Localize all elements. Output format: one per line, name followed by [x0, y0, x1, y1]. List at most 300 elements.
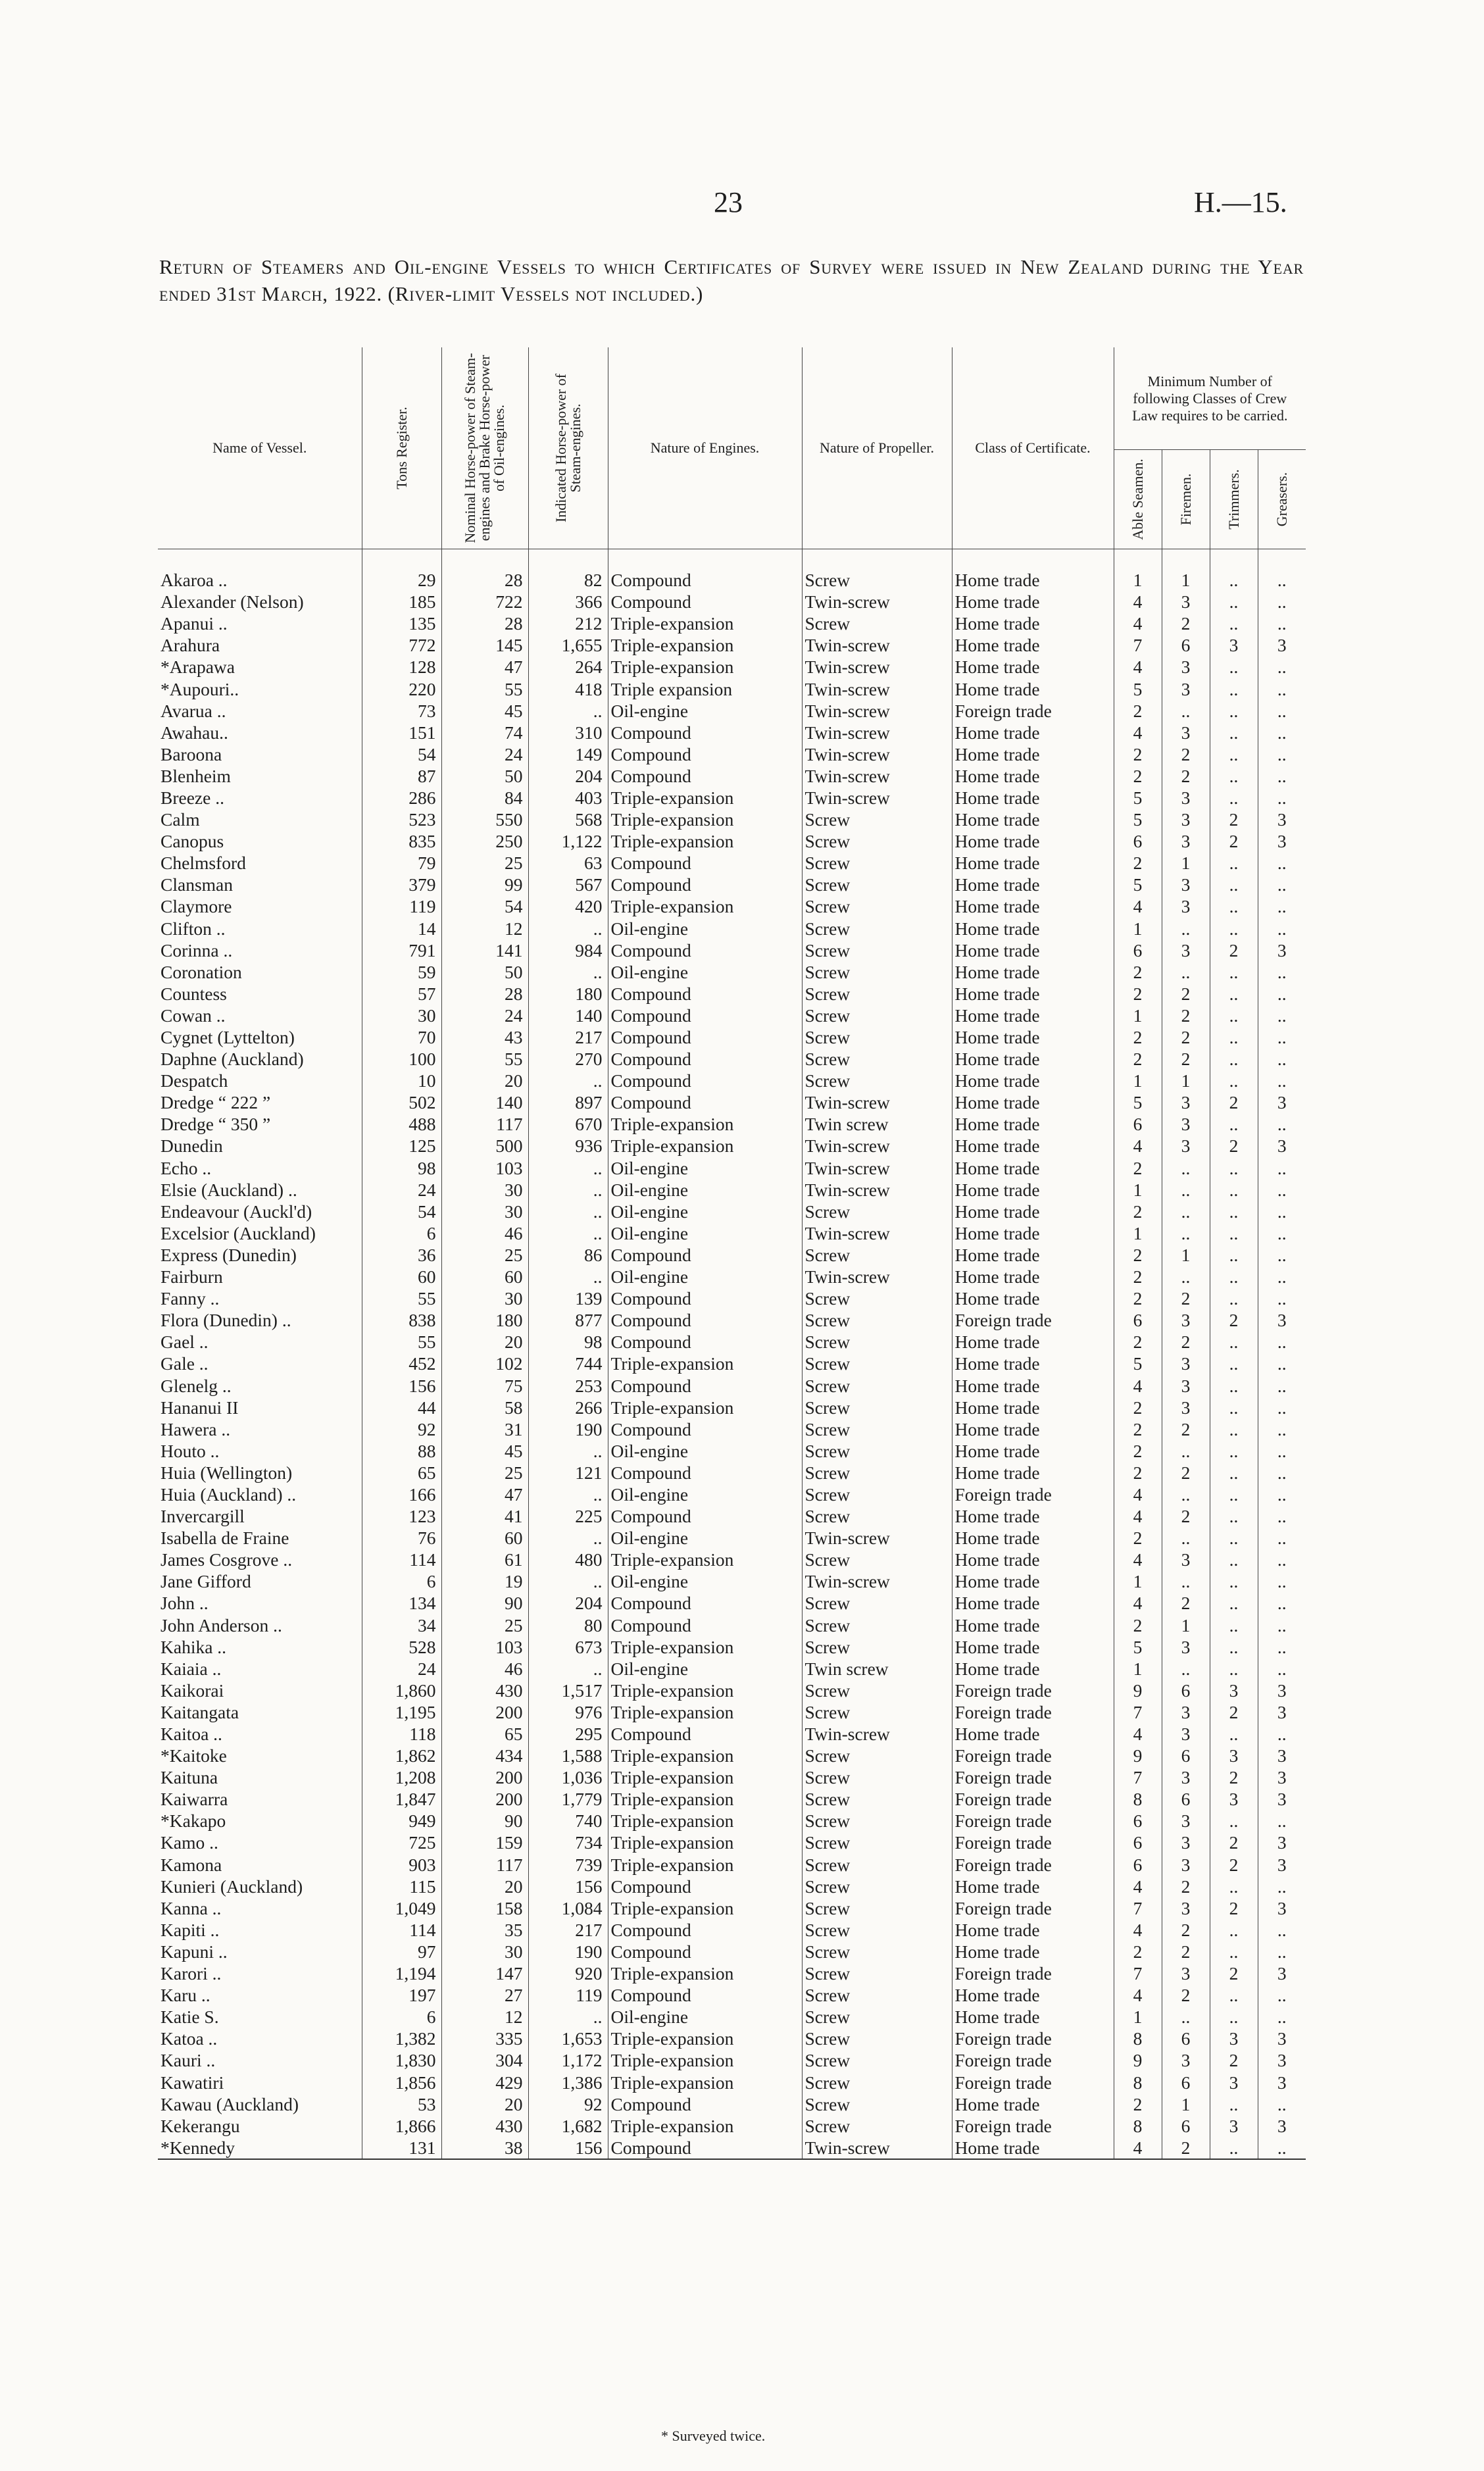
engine-type-cell	[608, 1636, 802, 1658]
tons-register: 97	[418, 1941, 436, 1962]
indicated-horsepower-cell	[528, 1941, 608, 1962]
engine-type-cell	[608, 961, 802, 983]
vessel-name-cell	[158, 634, 362, 656]
greasers: ..	[1277, 1876, 1287, 1897]
trimmers-cell	[1210, 1462, 1258, 1484]
able-seamen: 2	[1133, 1288, 1143, 1309]
trimmers: ..	[1229, 1876, 1239, 1897]
engine-type-cell	[608, 1440, 802, 1462]
indicated-horsepower: 190	[575, 1418, 603, 1439]
able-seamen: 6	[1133, 1832, 1143, 1853]
able-seamen-cell	[1114, 1592, 1162, 1614]
certificate-class-cell	[952, 1810, 1114, 1832]
propeller-type-cell	[802, 2137, 952, 2159]
table-row	[158, 2028, 1306, 2049]
certificate-class: Foreign trade	[954, 2028, 1052, 2049]
greasers-cell	[1258, 1549, 1306, 1570]
indicated-horsepower: 1,386	[561, 2072, 603, 2093]
vessel-name-cell	[158, 1484, 362, 1505]
trimmers-cell	[1210, 656, 1258, 678]
vessel-name-cell	[158, 1244, 362, 1266]
document-reference: H.—15.	[1194, 186, 1287, 218]
tons-register: 1,862	[395, 1745, 436, 1766]
vessel-name: Kapuni ..	[161, 1941, 228, 1962]
certificate-class-cell	[952, 830, 1114, 852]
indicated-horsepower: 266	[575, 1397, 603, 1418]
indicated-horsepower-cell	[528, 1636, 608, 1658]
propeller-type-cell	[802, 918, 952, 939]
propeller-type: Screw	[804, 1506, 851, 1527]
certificate-class: Home trade	[954, 1222, 1040, 1243]
tons-register: 55	[418, 1332, 436, 1353]
propeller-type-cell	[802, 1048, 952, 1070]
trimmers: ..	[1229, 918, 1239, 939]
engine-type: Compound	[610, 1005, 691, 1026]
table-row	[158, 1810, 1306, 1832]
trimmers: ..	[1229, 874, 1239, 895]
nominal-horsepower: 141	[495, 939, 523, 961]
propeller-type: Screw	[804, 853, 851, 874]
greasers: ..	[1277, 1332, 1287, 1353]
engine-type-cell	[608, 1331, 802, 1353]
vessel-name: Kaikorai	[161, 1680, 224, 1701]
nominal-horsepower-cell	[441, 569, 528, 591]
able-seamen-cell	[1114, 1026, 1162, 1048]
firemen: 2	[1181, 1288, 1191, 1309]
vessel-name: Alexander (Nelson)	[161, 591, 304, 612]
indicated-horsepower-cell	[528, 1048, 608, 1070]
vessel-name: Kapiti ..	[161, 1919, 220, 1940]
trimmers: ..	[1229, 1244, 1239, 1265]
firemen-cell	[1162, 1462, 1210, 1484]
vessel-name: Kaitangata	[161, 1701, 239, 1722]
firemen-cell	[1162, 700, 1210, 722]
nominal-horsepower: 147	[495, 1963, 523, 1984]
engine-type: Oil-engine	[610, 961, 689, 982]
able-seamen-cell	[1114, 2006, 1162, 2028]
firemen: 2	[1181, 1005, 1191, 1026]
certificate-class-cell	[952, 1309, 1114, 1331]
able-seamen-cell	[1114, 809, 1162, 830]
firemen: 3	[1181, 678, 1191, 699]
vessel-name: Calm	[161, 809, 200, 830]
trimmers-cell	[1210, 1941, 1258, 1962]
engine-type: Triple-expansion	[610, 1701, 734, 1722]
tons-register: 114	[409, 1549, 436, 1570]
propeller-type-cell	[802, 1440, 952, 1462]
firemen: 6	[1181, 2072, 1191, 2093]
indicated-horsepower-cell	[528, 2071, 608, 2093]
greasers-cell	[1258, 569, 1306, 591]
propeller-type-cell	[802, 1701, 952, 1723]
certificate-class: Home trade	[954, 983, 1040, 1004]
vessel-name: Kunieri (Auckland)	[161, 1876, 303, 1897]
tons-register-cell	[362, 2028, 441, 2049]
nominal-horsepower: 60	[505, 1528, 523, 1549]
firemen-cell	[1162, 809, 1210, 830]
nominal-horsepower-cell	[441, 809, 528, 830]
firemen: ..	[1181, 1201, 1191, 1222]
engine-type-cell	[608, 1614, 802, 1636]
trimmers-cell	[1210, 678, 1258, 699]
indicated-horsepower: 734	[575, 1832, 603, 1853]
tons-register-cell	[362, 700, 441, 722]
table-row	[158, 1091, 1306, 1113]
propeller-type: Screw	[804, 1789, 851, 1810]
certificate-class-cell	[952, 1484, 1114, 1505]
firemen: 3	[1181, 657, 1191, 678]
greasers-cell	[1258, 2006, 1306, 2028]
trimmers: 3	[1229, 2072, 1239, 2093]
propeller-type-cell	[802, 874, 952, 895]
trimmers: ..	[1229, 1919, 1239, 1940]
firemen-cell	[1162, 1179, 1210, 1201]
greasers-cell	[1258, 1418, 1306, 1440]
table-row	[158, 1658, 1306, 1680]
trimmers-cell	[1210, 809, 1258, 830]
able-seamen-cell	[1114, 787, 1162, 809]
tons-register-cell	[362, 1701, 441, 1723]
greasers-cell	[1258, 1701, 1306, 1723]
vessel-name: Express (Dunedin)	[161, 1244, 297, 1265]
firemen: ..	[1181, 1179, 1191, 1200]
firemen-cell	[1162, 1244, 1210, 1266]
able-seamen-cell	[1114, 1287, 1162, 1309]
indicated-horsepower: 63	[584, 853, 603, 874]
engine-type-cell	[608, 700, 802, 722]
table-row	[158, 1353, 1306, 1374]
tons-register-cell	[362, 1266, 441, 1287]
nominal-horsepower-cell	[441, 1854, 528, 1876]
engine-type: Compound	[610, 1506, 691, 1527]
engine-type: Triple-expansion	[610, 1353, 734, 1374]
tons-register: 185	[408, 591, 436, 612]
greasers-cell	[1258, 1026, 1306, 1048]
nominal-horsepower: 28	[505, 983, 523, 1004]
indicated-horsepower: 119	[576, 1985, 603, 2006]
firemen-cell	[1162, 1897, 1210, 1919]
trimmers-cell	[1210, 1962, 1258, 1984]
indicated-horsepower-cell	[528, 765, 608, 787]
table-row	[158, 1484, 1306, 1505]
indicated-horsepower: 204	[575, 765, 603, 786]
vessel-name-cell	[158, 874, 362, 895]
firemen: 3	[1181, 1310, 1191, 1331]
indicated-horsepower: ..	[593, 1571, 603, 1592]
tons-register-cell	[362, 656, 441, 678]
vessel-name: Kawatiri	[161, 2072, 224, 2093]
nominal-horsepower-cell	[441, 1484, 528, 1505]
vessel-name-cell	[158, 895, 362, 917]
nominal-horsepower-cell	[441, 874, 528, 895]
vessel-name-cell	[158, 852, 362, 874]
indicated-horsepower: ..	[593, 1266, 603, 1287]
nominal-horsepower: 20	[505, 1070, 523, 1091]
engine-type: Compound	[610, 591, 691, 612]
greasers-cell	[1258, 2115, 1306, 2137]
indicated-horsepower: 217	[575, 1027, 603, 1048]
indicated-horsepower: 976	[575, 1701, 603, 1722]
indicated-horsepower: ..	[593, 918, 603, 939]
certificate-class-cell	[952, 1570, 1114, 1592]
able-seamen: 5	[1133, 787, 1143, 808]
trimmers: ..	[1229, 1179, 1239, 1200]
certificate-class: Home trade	[954, 1157, 1040, 1178]
engine-type: Triple-expansion	[610, 896, 734, 917]
table-row	[158, 1962, 1306, 1984]
tons-register: 1,049	[395, 1897, 436, 1918]
nominal-horsepower: 65	[505, 1724, 523, 1745]
firemen: 3	[1181, 1724, 1191, 1745]
propeller-type: Screw	[804, 1636, 851, 1657]
engine-type: Compound	[610, 765, 691, 786]
trimmers-cell	[1210, 874, 1258, 895]
nominal-horsepower-cell	[441, 961, 528, 983]
trimmers-cell	[1210, 918, 1258, 939]
propeller-type: Screw	[804, 1440, 851, 1461]
vessel-name: Chelmsford	[161, 853, 246, 874]
tons-register-cell	[362, 1810, 441, 1832]
engine-type: Compound	[610, 2093, 691, 2114]
vessel-name: Coronation	[161, 961, 242, 982]
engine-type: Compound	[610, 1027, 691, 1048]
propeller-type: Screw	[804, 896, 851, 917]
greasers: 3	[1277, 635, 1287, 656]
firemen: 3	[1181, 1397, 1191, 1418]
table-row	[158, 1113, 1306, 1135]
certificate-class-cell	[952, 1048, 1114, 1070]
vessel-name-cell	[158, 2137, 362, 2159]
engine-type-cell	[608, 612, 802, 634]
firemen: 6	[1181, 1745, 1191, 1766]
able-seamen: 2	[1133, 1418, 1143, 1439]
certificate-class-cell	[952, 1135, 1114, 1157]
propeller-type: Screw	[804, 1201, 851, 1222]
vessel-name: Despatch	[161, 1070, 228, 1091]
greasers-cell	[1258, 1810, 1306, 1832]
vessel-name: Kawau (Auckland)	[161, 2093, 299, 2114]
table-row	[158, 1919, 1306, 1941]
indicated-horsepower-cell	[528, 1244, 608, 1266]
certificate-class: Home trade	[954, 635, 1040, 656]
tons-register-cell	[362, 1309, 441, 1331]
trimmers-cell	[1210, 743, 1258, 765]
vessel-name-cell	[158, 1201, 362, 1222]
vessel-name-cell	[158, 983, 362, 1005]
footnote: * Surveyed twice.	[661, 2428, 766, 2444]
indicated-horsepower-cell	[528, 1592, 608, 1614]
vessel-name-cell	[158, 1070, 362, 1091]
table-row	[158, 918, 1306, 939]
engine-type-cell	[608, 1876, 802, 1897]
propeller-type-cell	[802, 1157, 952, 1179]
vessel-name-cell	[158, 1788, 362, 1810]
indicated-horsepower: 673	[575, 1636, 603, 1657]
certificate-class: Foreign trade	[954, 1789, 1052, 1810]
indicated-horsepower-cell	[528, 1005, 608, 1026]
engine-type: Oil-engine	[610, 1201, 689, 1222]
able-seamen: 2	[1133, 1157, 1143, 1178]
able-seamen-cell	[1114, 830, 1162, 852]
engine-type-cell	[608, 1745, 802, 1766]
certificate-class: Home trade	[954, 657, 1040, 678]
tons-register-cell	[362, 1091, 441, 1113]
tons-register: 14	[418, 918, 436, 939]
certificate-class-cell	[952, 634, 1114, 656]
propeller-type: Screw	[804, 1985, 851, 2006]
tons-register: 135	[408, 613, 436, 634]
vessel-name: Daphne (Auckland)	[161, 1049, 304, 1070]
trimmers-cell	[1210, 1266, 1258, 1287]
greasers-cell	[1258, 895, 1306, 917]
indicated-horsepower: ..	[593, 1157, 603, 1178]
indicated-horsepower: 739	[575, 1854, 603, 1875]
propeller-type-cell	[802, 1897, 952, 1919]
engine-type: Triple-expansion	[610, 1136, 734, 1157]
tons-register-cell	[362, 1135, 441, 1157]
nominal-horsepower-cell	[441, 1179, 528, 1201]
able-seamen-cell	[1114, 874, 1162, 895]
trimmers: ..	[1229, 591, 1239, 612]
greasers: ..	[1277, 657, 1287, 678]
nominal-horsepower: 722	[495, 591, 523, 612]
greasers: 3	[1277, 2028, 1287, 2049]
nominal-horsepower: 31	[505, 1418, 523, 1439]
firemen-cell	[1162, 1287, 1210, 1309]
trimmers: ..	[1229, 1506, 1239, 1527]
nominal-horsepower-cell	[441, 1048, 528, 1070]
tons-register: 1,866	[395, 2115, 436, 2136]
engine-type: Triple-expansion	[610, 1789, 734, 1810]
vessel-name: Huia (Wellington)	[161, 1462, 293, 1483]
tons-register: 838	[408, 1310, 436, 1331]
certificate-class: Home trade	[954, 1353, 1040, 1374]
trimmers-cell	[1210, 983, 1258, 1005]
vessel-name-cell	[158, 1353, 362, 1374]
table-row	[158, 1222, 1306, 1244]
certificate-class: Home trade	[954, 1614, 1040, 1635]
vessel-name: *Kaitoke	[161, 1745, 227, 1766]
nominal-horsepower-cell	[441, 983, 528, 1005]
table-row	[158, 939, 1306, 961]
firemen: ..	[1181, 1658, 1191, 1679]
tons-register: 835	[408, 831, 436, 852]
certificate-class-cell	[952, 918, 1114, 939]
certificate-class: Home trade	[954, 1049, 1040, 1070]
table-row	[158, 1179, 1306, 1201]
able-seamen-cell	[1114, 1135, 1162, 1157]
greasers-cell	[1258, 1723, 1306, 1745]
header-able-text: Able Seamen.	[1129, 459, 1146, 540]
tons-register-cell	[362, 852, 441, 874]
propeller-type: Twin-screw	[804, 1157, 890, 1178]
trimmers-cell	[1210, 2093, 1258, 2115]
greasers-cell	[1258, 1070, 1306, 1091]
firemen: 2	[1181, 743, 1191, 764]
firemen: 2	[1181, 1593, 1191, 1614]
certificate-class: Home trade	[954, 1375, 1040, 1396]
nominal-horsepower-cell	[441, 591, 528, 612]
certificate-class-cell	[952, 722, 1114, 743]
able-seamen-cell	[1114, 2115, 1162, 2137]
propeller-type-cell	[802, 1745, 952, 1766]
trimmers-cell	[1210, 1484, 1258, 1505]
indicated-horsepower: 156	[575, 1876, 603, 1897]
indicated-horsepower-cell	[528, 1331, 608, 1353]
propeller-type: Screw	[804, 874, 851, 895]
nominal-horsepower-cell	[441, 1005, 528, 1026]
certificate-class-cell	[952, 591, 1114, 612]
certificate-class-cell	[952, 1788, 1114, 1810]
trimmers: 2	[1229, 1767, 1239, 1788]
able-seamen-cell	[1114, 1179, 1162, 1201]
indicated-horsepower: 1,517	[561, 1680, 603, 1701]
certificate-class: Home trade	[954, 2093, 1040, 2114]
propeller-type-cell	[802, 2028, 952, 2049]
trimmers-cell	[1210, 852, 1258, 874]
tons-register: 6	[426, 1571, 436, 1592]
nominal-horsepower-cell	[441, 1244, 528, 1266]
firemen: 1	[1181, 1244, 1191, 1265]
greasers: ..	[1277, 2137, 1287, 2158]
trimmers-cell	[1210, 722, 1258, 743]
propeller-type-cell	[802, 743, 952, 765]
trimmers: ..	[1229, 1114, 1239, 1135]
greasers: ..	[1277, 1114, 1287, 1135]
nominal-horsepower: 19	[505, 1571, 523, 1592]
tons-register: 1,847	[395, 1789, 436, 1810]
engine-type: Compound	[610, 1070, 691, 1091]
trimmers: ..	[1229, 1353, 1239, 1374]
nominal-horsepower-cell	[441, 2137, 528, 2159]
firemen-cell	[1162, 1157, 1210, 1179]
firemen: 3	[1181, 1767, 1191, 1788]
able-seamen-cell	[1114, 1549, 1162, 1570]
propeller-type-cell	[802, 1418, 952, 1440]
vessel-name: Kaiwarra	[161, 1789, 228, 1810]
engine-type-cell	[608, 1484, 802, 1505]
firemen-cell	[1162, 1026, 1210, 1048]
greasers-cell	[1258, 1658, 1306, 1680]
indicated-horsepower-cell	[528, 1026, 608, 1048]
able-seamen: 6	[1133, 939, 1143, 961]
greasers: ..	[1277, 1070, 1287, 1091]
firemen-cell	[1162, 895, 1210, 917]
trimmers: 3	[1229, 1745, 1239, 1766]
indicated-horsepower: ..	[593, 1070, 603, 1091]
propeller-type: Screw	[804, 1288, 851, 1309]
trimmers: ..	[1229, 570, 1239, 591]
able-seamen-cell	[1114, 918, 1162, 939]
able-seamen-cell	[1114, 1876, 1162, 1897]
able-seamen-cell	[1114, 722, 1162, 743]
nominal-horsepower: 47	[505, 657, 523, 678]
indicated-horsepower: ..	[593, 1222, 603, 1243]
firemen-cell	[1162, 743, 1210, 765]
table-row	[158, 2049, 1306, 2071]
propeller-type: Twin-screw	[804, 635, 890, 656]
table-row	[158, 983, 1306, 1005]
table-row	[158, 961, 1306, 983]
able-seamen-cell	[1114, 1570, 1162, 1592]
nominal-horsepower-cell	[441, 1941, 528, 1962]
firemen: 3	[1181, 1353, 1191, 1374]
able-seamen-cell	[1114, 2093, 1162, 2115]
nominal-horsepower: 335	[495, 2028, 523, 2049]
vessel-name: Glenelg ..	[161, 1375, 232, 1396]
engine-type: Triple-expansion	[610, 657, 734, 678]
nominal-horsepower-cell	[441, 1984, 528, 2006]
